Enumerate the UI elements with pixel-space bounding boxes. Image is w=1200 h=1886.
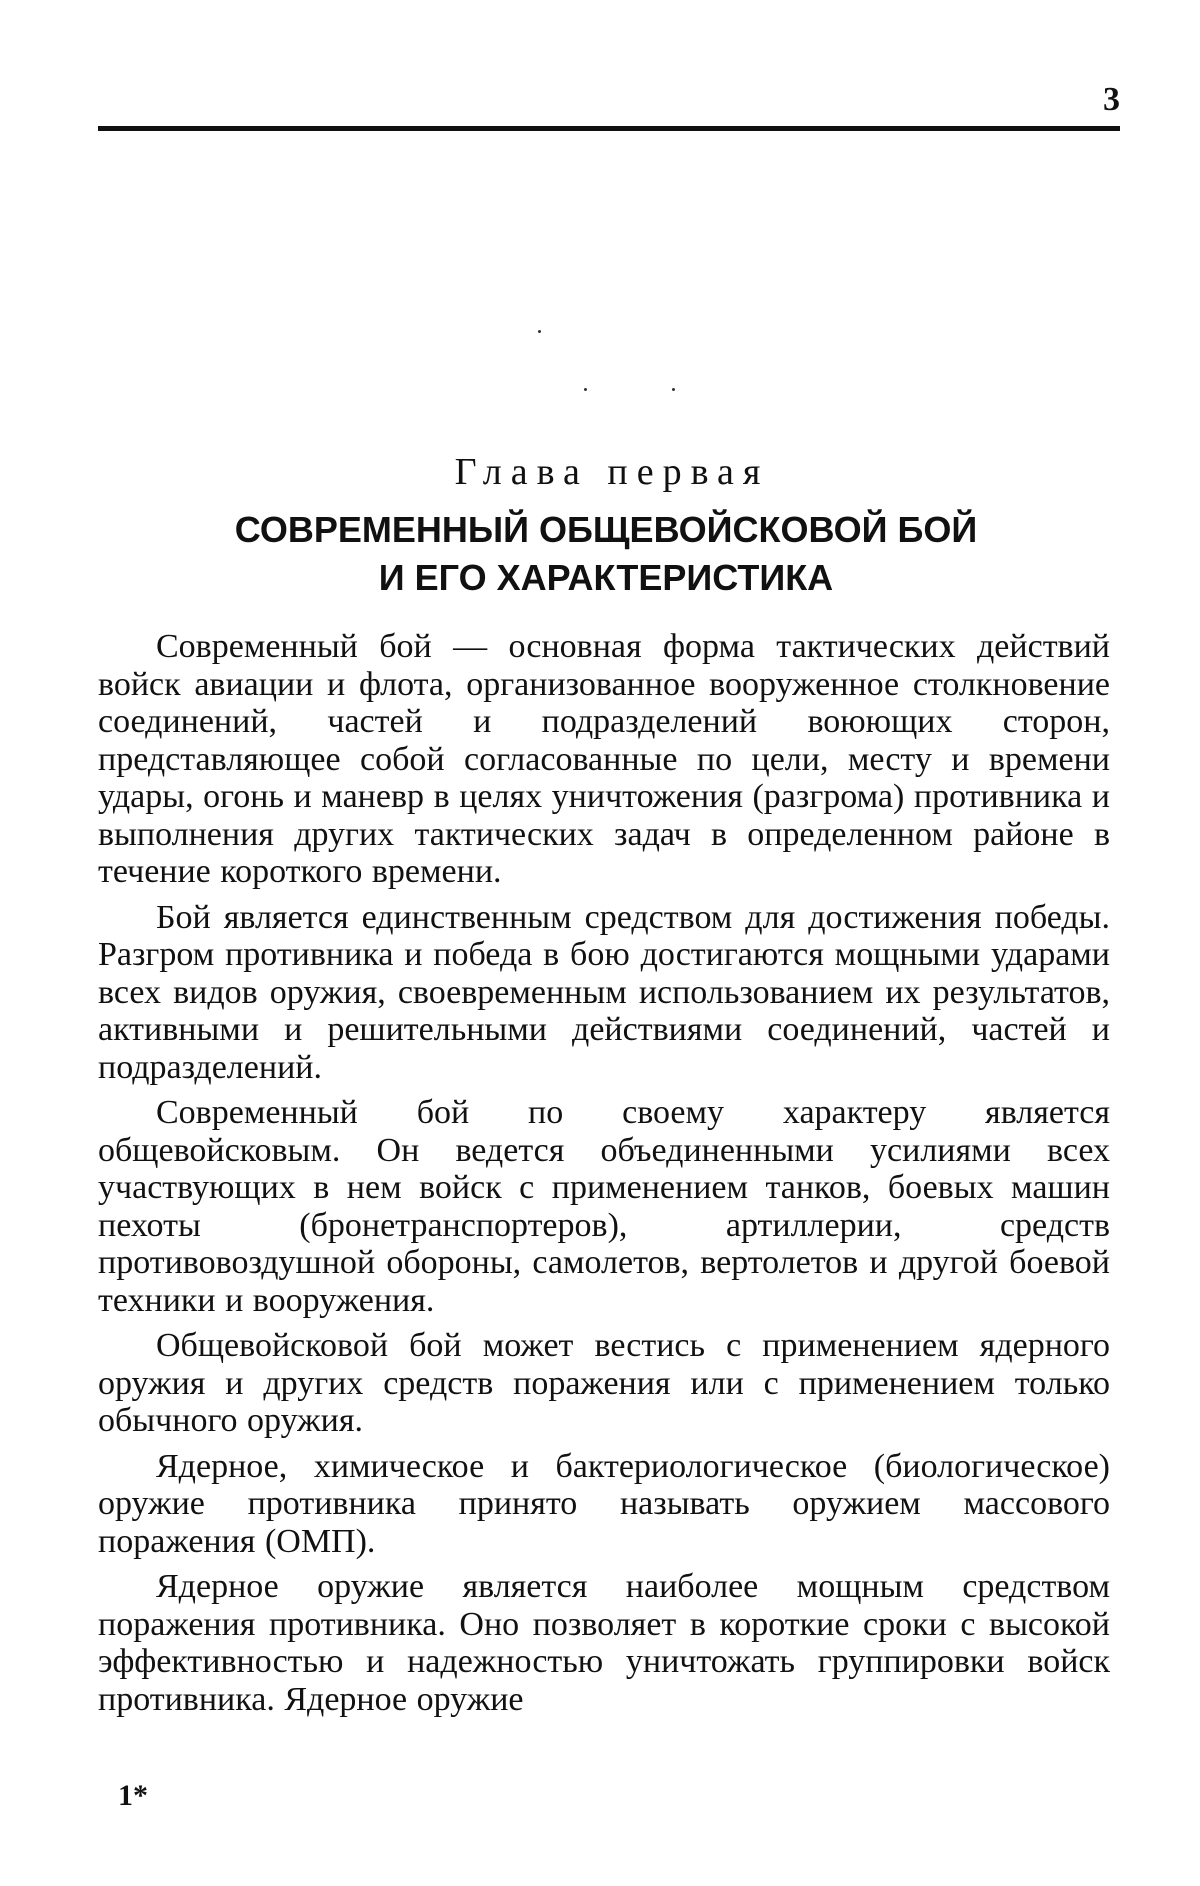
speck-dot [538, 330, 541, 333]
page-number: 3 [1103, 81, 1120, 118]
chapter-title-line-1: СОВРЕМЕННЫЙ ОБЩЕВОЙСКОВОЙ БОЙ [234, 509, 978, 550]
paragraph: Ядерное оружие является наиболее мощным средством поражения противника. Оно позволяет в короткие сроки с высокой эффективностью и надежностью уничтожать группировки войск противника. Ядерное оружие [98, 1568, 1110, 1718]
paragraph: Бой является единственным средством для достижения победы. Разгром противника и победа в бою достигаются мощными ударами всех видов оружия, своевременным использованием их результатов, активными и решительными действиями соединений, частей и подразделений. [98, 898, 1110, 1086]
paragraph: Современный бой по своему характеру является общевойсковым. Он ведется объединенными усилиями всех участвующих в нем войск с применением танков, боевых машин пехоты (бронетранспортеров), артиллерии, средств противовоздушной обороны, самолетов, вертолетов и другой боевой техники и вооружения. [98, 1094, 1110, 1319]
body-text [98, 628, 1110, 1726]
paragraph: Ядерное, химическое и бактериологическое (биологическое) оружие противника принято называть оружием массового поражения (ОМП). [98, 1447, 1110, 1560]
chapter-label: Глава первая [454, 451, 770, 493]
speck-dot [584, 388, 587, 391]
header-rule [98, 126, 1120, 131]
chapter-title [0, 506, 1200, 602]
speck-dot [672, 388, 675, 391]
paragraph: Современный бой — основная форма тактических действий войск авиации и флота, организованное вооруженное столкновение соединений, частей и подразделений воюющих сторон, представляющее собой согласованные по цели, месту и времени удары, огонь и маневр в целях уничтожения (разгрома) противника и выполнения других тактических задач в определенном районе в течение короткого времени. [98, 628, 1110, 890]
signature-mark: 1* [118, 1779, 148, 1812]
chapter-title-line-2: И ЕГО ХАРАКТЕРИСТИКА [378, 557, 834, 598]
paragraph: Общевойсковой бой может вестись с применением ядерного оружия и других средств поражения или с применением только обычного оружия. [98, 1327, 1110, 1439]
